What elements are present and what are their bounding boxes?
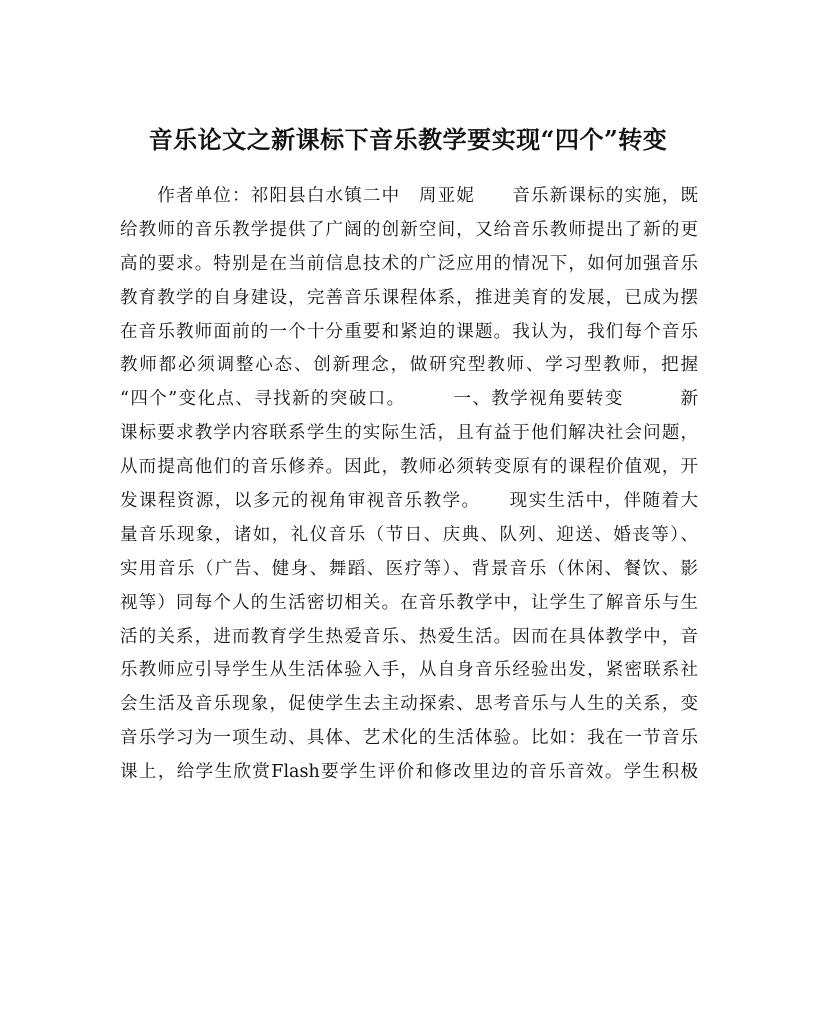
document-title: 音乐论文之新课标下音乐教学要实现“四个”转变 xyxy=(148,125,668,155)
body-line: 给教师的音乐教学提供了广阔的创新空间，又给音乐教师提出了新的更 xyxy=(120,219,698,240)
body-line: “四个”变化点、寻找新的突破口。 一、教学视角要转变 新 xyxy=(120,389,698,410)
body-line: 教育教学的自身建设，完善音乐课程体系，推进美育的发展，已成为摆 xyxy=(120,287,698,308)
body-line: 乐教师应引导学生从生活体验入手，从自身音乐经验出发，紧密联系社 xyxy=(120,660,698,681)
document-body xyxy=(120,181,698,791)
body-line: 发课程资源，以多元的视角审视音乐教学。 现实生活中，伴随着大 xyxy=(120,491,698,512)
body-line: 活的关系，进而教育学生热爱音乐、热爱生活。因而在具体教学中，音 xyxy=(120,626,698,647)
body-line: 从而提高他们的音乐修养。因此，教师必须转变原有的课程价值观，开 xyxy=(120,457,698,478)
body-line: 视等）同每个人的生活密切相关。在音乐教学中，让学生了解音乐与生 xyxy=(120,592,698,613)
body-line: 实用音乐（广告、健身、舞蹈、医疗等）、背景音乐（休闲、餐饮、影 xyxy=(120,558,698,579)
body-line: 量音乐现象，诸如，礼仪音乐（节日、庆典、队列、迎送、婚丧等）、 xyxy=(120,524,698,545)
body-line: 高的要求。特别是在当前信息技术的广泛应用的情况下，如何加强音乐 xyxy=(120,253,698,274)
body-line: 音乐学习为一项生动、具体、艺术化的生活体验。比如：我在一节音乐 xyxy=(120,728,698,749)
body-line: 课上，给学生欣赏Flash要学生评价和修改里边的音乐音效。学生积极 xyxy=(120,762,698,783)
body-line: 会生活及音乐现象，促使学生去主动探索、思考音乐与人生的关系，变 xyxy=(120,694,698,715)
body-line: 课标要求教学内容联系学生的实际生活，且有益于他们解决社会问题， xyxy=(120,423,698,444)
body-line: 在音乐教师面前的一个十分重要和紧迫的课题。我认为，我们每个音乐 xyxy=(120,321,698,342)
body-line: 作者单位：祁阳县白水镇二中 周亚妮 音乐新课标的实施，既 xyxy=(120,186,698,206)
body-line: 教师都必须调整心态、创新理念，做研究型教师、学习型教师，把握 xyxy=(120,355,698,376)
